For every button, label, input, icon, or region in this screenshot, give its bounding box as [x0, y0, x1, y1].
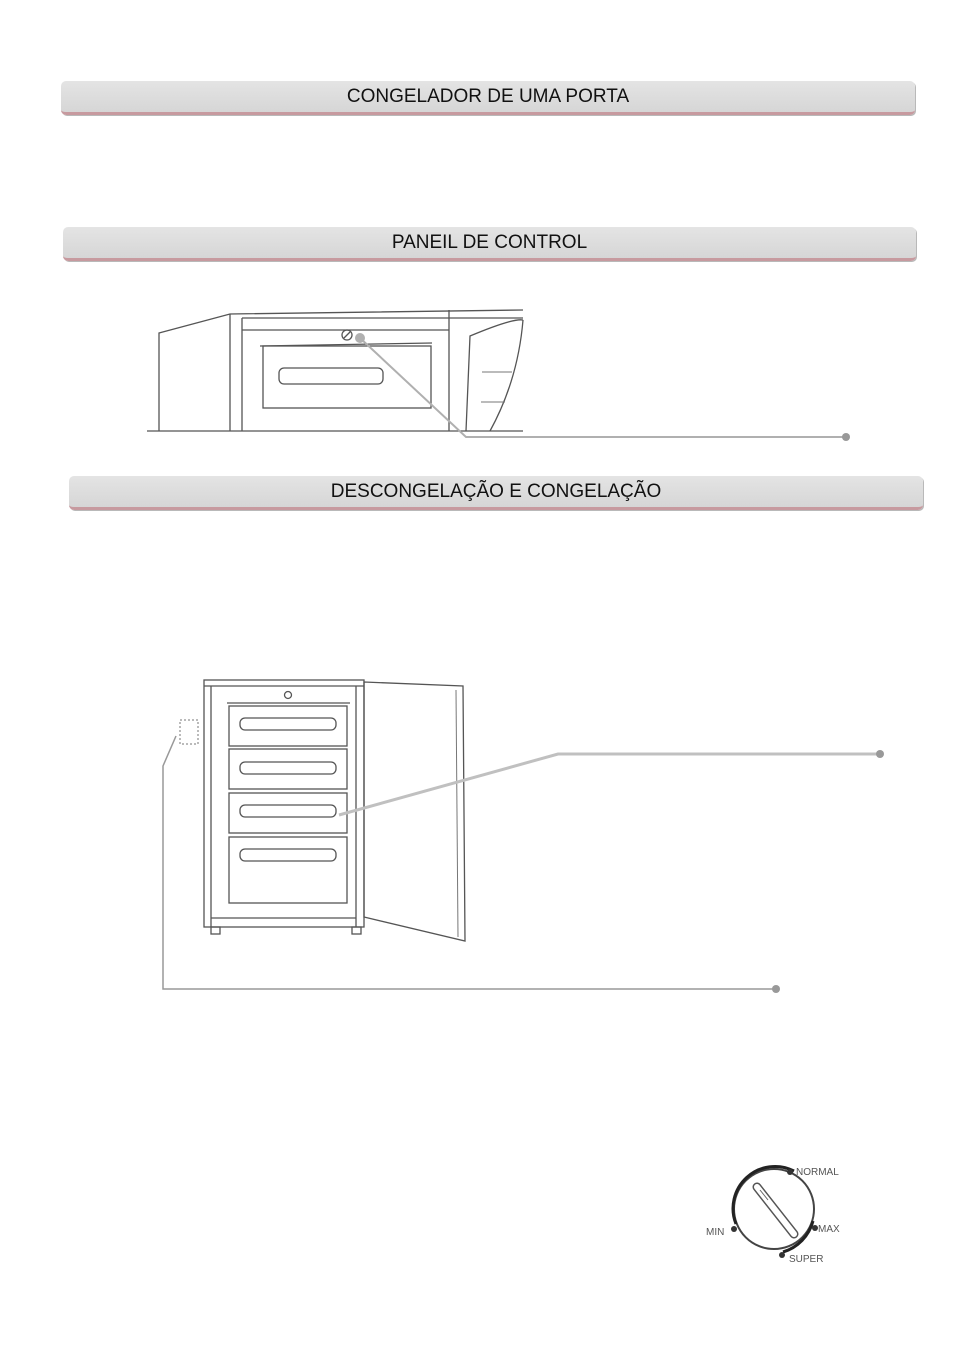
dial-label-normal: NORMAL — [796, 1167, 839, 1178]
thermostat-dial — [706, 1166, 840, 1265]
section-title: DESCONGELAÇÃO E CONGELAÇÃO — [330, 480, 662, 502]
lock-icon — [285, 692, 292, 699]
control-panel-illustration — [147, 310, 523, 431]
section-title: PANEIL DE CONTROL — [391, 231, 588, 253]
dial-label-min: MIN — [706, 1227, 725, 1238]
dial-label-super: SUPER — [789, 1254, 824, 1265]
control-panel-callout — [355, 333, 850, 441]
freezer-illustration — [180, 680, 465, 941]
section-title: CONGELADOR DE UMA PORTA — [346, 85, 630, 107]
dial-label-max: MAX — [818, 1224, 840, 1235]
